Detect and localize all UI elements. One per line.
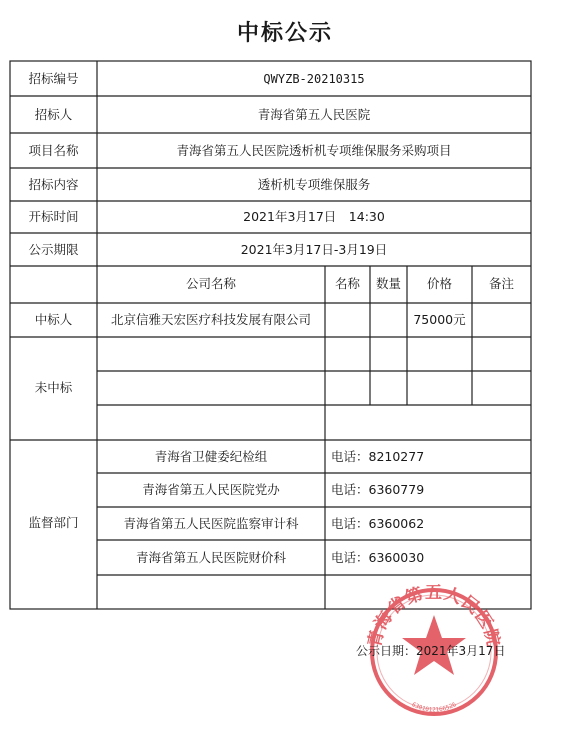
winner-company: 北京信雅天宏医疗科技发展有限公司 — [110, 312, 311, 327]
header-name: 名称 — [334, 276, 360, 291]
value-project: 青海省第五人民医院透析机专项维保服务采购项目 — [176, 143, 452, 158]
value-bid-no: QWYZB-20210315 — [263, 72, 365, 86]
label-losers: 未中标 — [34, 380, 73, 395]
supervision-dept: 青海省第五人民医院党办 — [142, 482, 280, 497]
label-tenderer: 招标人 — [34, 107, 73, 122]
supervision-phone: 电话：6360062 — [331, 516, 425, 531]
label-bid-no: 招标编号 — [28, 71, 79, 86]
label-period: 公示期限 — [28, 242, 79, 257]
header-remark: 备注 — [488, 276, 514, 291]
supervision-dept: 青海省卫健委纪检组 — [154, 449, 268, 464]
label-opening: 开标时间 — [28, 209, 79, 224]
value-content: 透析机专项维保服务 — [257, 177, 371, 192]
seal-text: 青海省第五人民医院 — [364, 583, 504, 650]
header-company: 公司名称 — [185, 276, 236, 291]
header-qty: 数量 — [375, 276, 401, 291]
announcement-date: 公示日期：2021年3月17日 — [356, 644, 506, 658]
supervision-phone: 电话：6360030 — [331, 550, 425, 565]
label-content: 招标内容 — [28, 177, 79, 192]
header-price: 价格 — [426, 276, 452, 291]
winner-price: 75000元 — [413, 312, 466, 327]
value-tenderer: 青海省第五人民医院 — [257, 107, 371, 122]
supervision-phone: 电话：6360779 — [331, 482, 425, 497]
label-project: 项目名称 — [28, 143, 79, 158]
page-title: 中标公示 — [236, 21, 333, 46]
value-opening: 2021年3月17日 14:30 — [243, 209, 385, 224]
supervision-dept: 青海省第五人民医院监察审计科 — [123, 516, 299, 531]
seal-number: 6301012166526 — [410, 701, 458, 714]
label-supervision: 监督部门 — [28, 515, 79, 530]
supervision-dept: 青海省第五人民医院财价科 — [135, 550, 286, 565]
supervision-phone: 电话：8210277 — [331, 449, 425, 464]
label-winner: 中标人 — [34, 312, 73, 327]
value-period: 2021年3月17日-3月19日 — [240, 242, 388, 257]
